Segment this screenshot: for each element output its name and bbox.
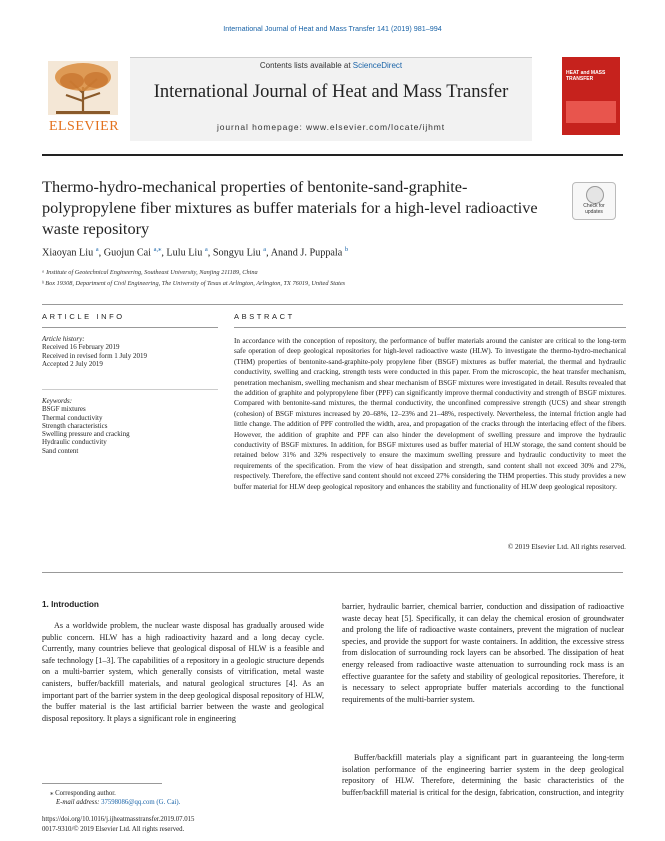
masthead-rule (42, 154, 623, 156)
article-title: Thermo-hydro-mechanical properties of bentonite-sand-graphite-polypropylene fiber mixtures as buffer materials for a high-level radioactive waste repository (42, 177, 538, 238)
author-name[interactable]: Anand J. Puppala (270, 247, 343, 259)
article-info-heading: ARTICLE INFO (42, 312, 125, 321)
author-affiliation-mark[interactable]: a (95, 246, 99, 253)
affiliation-a: ᵃ Institute of Geotechnical Engineering, Southeast University, Nanjing 211189, China (42, 269, 258, 276)
abstract-heading: ABSTRACT (234, 312, 295, 321)
author-affiliation-mark[interactable]: a (204, 246, 208, 253)
author-name[interactable]: Guojun Cai (103, 247, 152, 259)
email-line (42, 799, 336, 806)
email-label: E-mail address: (56, 799, 102, 806)
abstract-bottom-divider (42, 572, 623, 573)
header-divider (42, 304, 623, 305)
article-info-rule (42, 327, 218, 328)
check-for-updates-button[interactable] (572, 182, 616, 220)
keyword-item: Hydraulic conductivity (42, 438, 107, 447)
author-affiliation-mark[interactable]: a,⁎ (153, 246, 162, 253)
elsevier-wordmark: ELSEVIER (48, 119, 120, 134)
keyword-item: Sand content (42, 446, 79, 455)
journal-cover-thumbnail[interactable] (562, 57, 620, 135)
affiliation-b: ᵇ Box 19308, Department of Civil Engineering, The University of Texas at Arlington, Arlington, TX 76019, United States (42, 280, 346, 287)
keyword-item: Swelling pressure and cracking (42, 430, 130, 439)
email-link[interactable]: 37598086@qq.com (G. Cai). (101, 799, 181, 806)
keyword-item: Strength characteristics (42, 421, 108, 430)
history-revised: Received in revised form 1 July 2019 (42, 351, 147, 360)
issn-line: 0017-9310/© 2019 Elsevier Ltd. All rights reserved. (42, 826, 185, 833)
abstract-text: In accordance with the conception of repository, the performance of buffer materials around the canister are critical to the long-term safe operation of deep geological repositories for high-level radioactive waste (HLW). To investigate the thermo-hydro-mechanical (THM) properties of bentonite-sand-graphite-poly propylene fiber (BSGF) mixtures as buffer material, the thermal and hydraulic conductivity, swelling and cracking, strength tests were conducted in this paper. From the microscopic, the heat transfer mechanism, penetration mechanism, swelling mechanism and shear mechanism of BSGF mixtures were investigated in detail. Results revealed that the addition of graphite and polypropylene fiber (PPF) can significantly improve thermal conductivity and strength of BSGF mixtures. Compared with bentonite-sand mixtures, the thermal conductivity, the unconfined compressive strength (UCS) and shear strength (cohesion) of BSGF mixtures increased by 20–68%, 12–23% and 21–48%, respectively. Nevertheless, the internal friction angle had little change. The addition of PPF controlled the width, area, and propagation of the cracks through the interlacing effect of the fibers. However, the addition of graphite and PPF can also hinder the development of swelling pressure and improve the hydraulic conductivity of BSGF mixtures. In addition, for BSGF mixtures used as buffer material of HLW storage, the sand content should be retained below 31% and 32% respectively to ensure the maximum swelling pressure and hydraulic conductivity to meet the requirements of the specification. From the view of heat dissipation and strength, sand content shall not exceed 30% and 27%, respectively. Therefore, the effective sand content should not exceed 27% considering the THM properties. This study provides a new buffer material for HLW deep geological repository and enhances the stability and functionality of HLW deep geological repository. (234, 337, 626, 491)
introduction-paragraph-1-continued: barrier, hydraulic barrier, chemical barrier, conduction and dissipation of radioactive waste decay heat [5]. Specifically, it can delay the chemical erosion of groundwater and prolong the life of radioactive waste containers, prevent the migration of nuclear species, and provide the support for waste containers. In addition, the excessive stress from dislocation of surrounding rock layers can be absorbed. The dissipation of heat energy released from radioactive waste attenuation to surrounding rock mass is an effective guarantee for the safety and stability of geological repositories. Therefore, it is necessary to select appropriate buffer materials according to the functional requirements of the multi-barrier system. (342, 602, 624, 704)
keywords-label: Keywords: (42, 397, 73, 405)
journal-homepage-link[interactable]: journal homepage: www.elsevier.com/locate/ijhmt (217, 122, 445, 132)
contents-line (130, 61, 532, 70)
masthead-center-panel (130, 57, 532, 141)
abstract-copyright: © 2019 Elsevier Ltd. All rights reserved. (507, 543, 626, 551)
introduction-paragraph-1: As a worldwide problem, the nuclear waste disposal has gradually aroused wide public concern. HLW has a high radioactivity hazard and a long decay cycle. Currently, many countries believe that geological disposal of HLW is a feasible and safe technology [1–3]. The capabilities of a repository in a geologic structure depends on a multi-barrier system, which generally consists of vitrification, metal waste canisters, buffer/backfill materials, and natural geological structures [4]. As an important part of the barrier system in the deep geological disposal repository of HLW, the buffer material is the last artificial barrier between the waste and geological disposal repository. It plays a significant role in engineering (42, 621, 324, 723)
author-affiliation-mark[interactable]: b (344, 246, 349, 253)
journal-masthead (42, 57, 622, 145)
article-history (42, 335, 218, 368)
keyword-item: Thermal conductivity (42, 413, 103, 422)
check-updates-label: Check for updates (583, 203, 605, 215)
history-received: Received 16 February 2019 (42, 343, 120, 352)
abstract-rule (234, 327, 626, 328)
history-accepted: Accepted 2 July 2019 (42, 359, 103, 368)
history-label: Article history: (42, 335, 85, 343)
section-heading-introduction: 1. Introduction (42, 600, 99, 609)
journal-citation-link[interactable]: International Journal of Heat and Mass Transfer 141 (2019) 981–994 (223, 24, 442, 33)
author-affiliation-mark[interactable]: a (263, 246, 267, 253)
article-info-separator (42, 389, 218, 390)
doi-link[interactable]: https://doi.org/10.1016/j.ijheatmasstransfer.2019.07.015 (42, 816, 195, 823)
author-list: Xiaoyan Liu $^a$, Guojun Cai $^{a,⁎}$, Lulu Liu $^a$, Songyu Liu $^a$, Anand J. Puppala $^b$ (42, 246, 349, 259)
contents-prefix: Contents lists available at (259, 61, 353, 70)
sciencedirect-link[interactable]: ScienceDirect (352, 61, 403, 70)
keyword-item: BSGF mixtures (42, 405, 86, 414)
check-updates-icon (586, 186, 604, 204)
cover-graphic (566, 101, 616, 123)
author-name[interactable]: Songyu Liu (212, 247, 261, 259)
introduction-paragraph-2: Buffer/backfill materials play a significant part in guaranteeing the long-term isolation performance of the engineering barrier system in the deep geological repository of HLW. Therefore, determining the basic characteristics of the buffer/backfill material is critical for the design, fabrication, construction, and integrity (342, 753, 624, 797)
journal-title: International Journal of Heat and Mass Transfer (153, 82, 509, 102)
author-name[interactable]: Xiaoyan Liu (42, 247, 94, 259)
corresponding-author-note: ⁎ Corresponding author. (50, 790, 116, 797)
keywords-block (42, 397, 218, 455)
cover-title: HEAT and MASS TRANSFER (566, 70, 606, 82)
author-name[interactable]: Lulu Liu (166, 247, 203, 259)
footnote-rule (42, 783, 162, 784)
